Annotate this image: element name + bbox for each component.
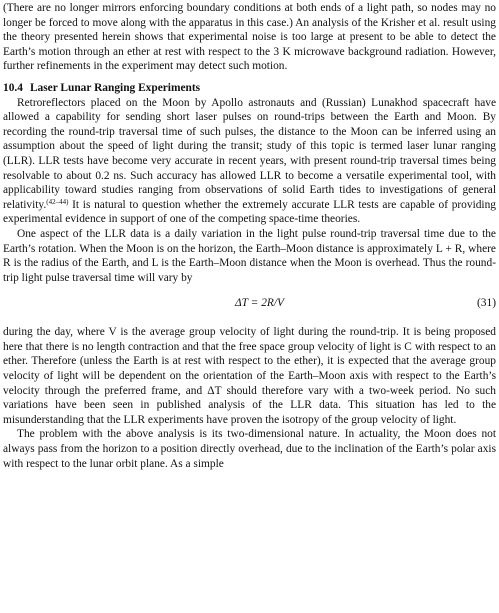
body-paragraph-2: One aspect of the LLR data is a daily variation in the light pulse round-trip traversal time due to the Earth’s rotation. When the Moon is on the horizon, the Earth–Moon distance is approximately L + R, where R is the radius of the Earth, and L is the Earth–Moon distance when the Moon is overhead. Thus the round-trip light pulse traversal time will vary by [3,227,496,284]
body-paragraph-1 [3,96,496,227]
body-paragraph-3: during the day, where V is the average group velocity of light during the round-trip. It is being proposed here that there is no length contraction and that the free space group velocity of light is C with respect to an ether. Therefore (unless the Earth is at rest with respect to the ether), it is expected that the average group velocity of light will be dependent on the orientation of the Earth–Moon axis with respect to the Earth’s velocity through the preferred frame, and ΔT should therefore vary with a two-week period. No such variations have been seen in published analysis of the LLR data. This situation has led to the misunderstanding that the LLR experiments have proven the isotropy of the group velocity of light. [3,326,496,426]
section-heading [3,81,496,96]
paragraph-1-text: Retroreflectors placed on the Moon by Apollo astronauts and (Russian) Lunakhod spacecraft have allowed a capability for sending short laser pulses on round-trips between the Earth and Moon. By recording the round-trip traversal time of such pulses, the distance to the Moon can be inferred using an assumption about the speed of light during the transit; study of this topic is termed laser lunar ranging (LLR). LLR tests have become very accurate in recent years, with present round-trip traversal times being resolvable to about 0.2 ns. Such accuracy has allowed LLR to become a versatile experimental tool, with applicability toward studies ranging from observations of solid Earth tides to investigations of general relativity. [3,96,496,211]
intro-paragraph: (There are no longer mirrors enforcing boundary conditions at both ends of a light path, so nodes may no longer be forced to move along with the apparatus in this case.) An analysis of the Krisher et al. result using the theory presented herein shows that experimental noise is too large at present to be able to detect the Earth’s motion through an ether at rest with respect to the 3 K microwave background radiation. However, further refinements in the experiment may detect such motion. [3,2,496,73]
equation-number: (31) [477,296,496,309]
body-paragraph-4: The problem with the above analysis is its two-dimensional nature. In actuality, the Moon does not always pass from the horizon to a position directly overhead, due to the inclination of the Earth’s polar axis with respect to the lunar orbit plane. As a simple [3,428,496,470]
equation-31 [3,295,496,311]
paragraph-1-text-continued: It is natural to question whether the extremely accurate LLR tests are capable of providing experimental evidence in support of one of the competing space-time theories. [3,198,496,226]
section-number: 10.4 [3,81,23,94]
equation-expression: ΔT = 2R/V [235,296,284,309]
section-title: Laser Lunar Ranging Experiments [29,81,201,94]
citation-superscript: (42–44) [46,197,69,206]
